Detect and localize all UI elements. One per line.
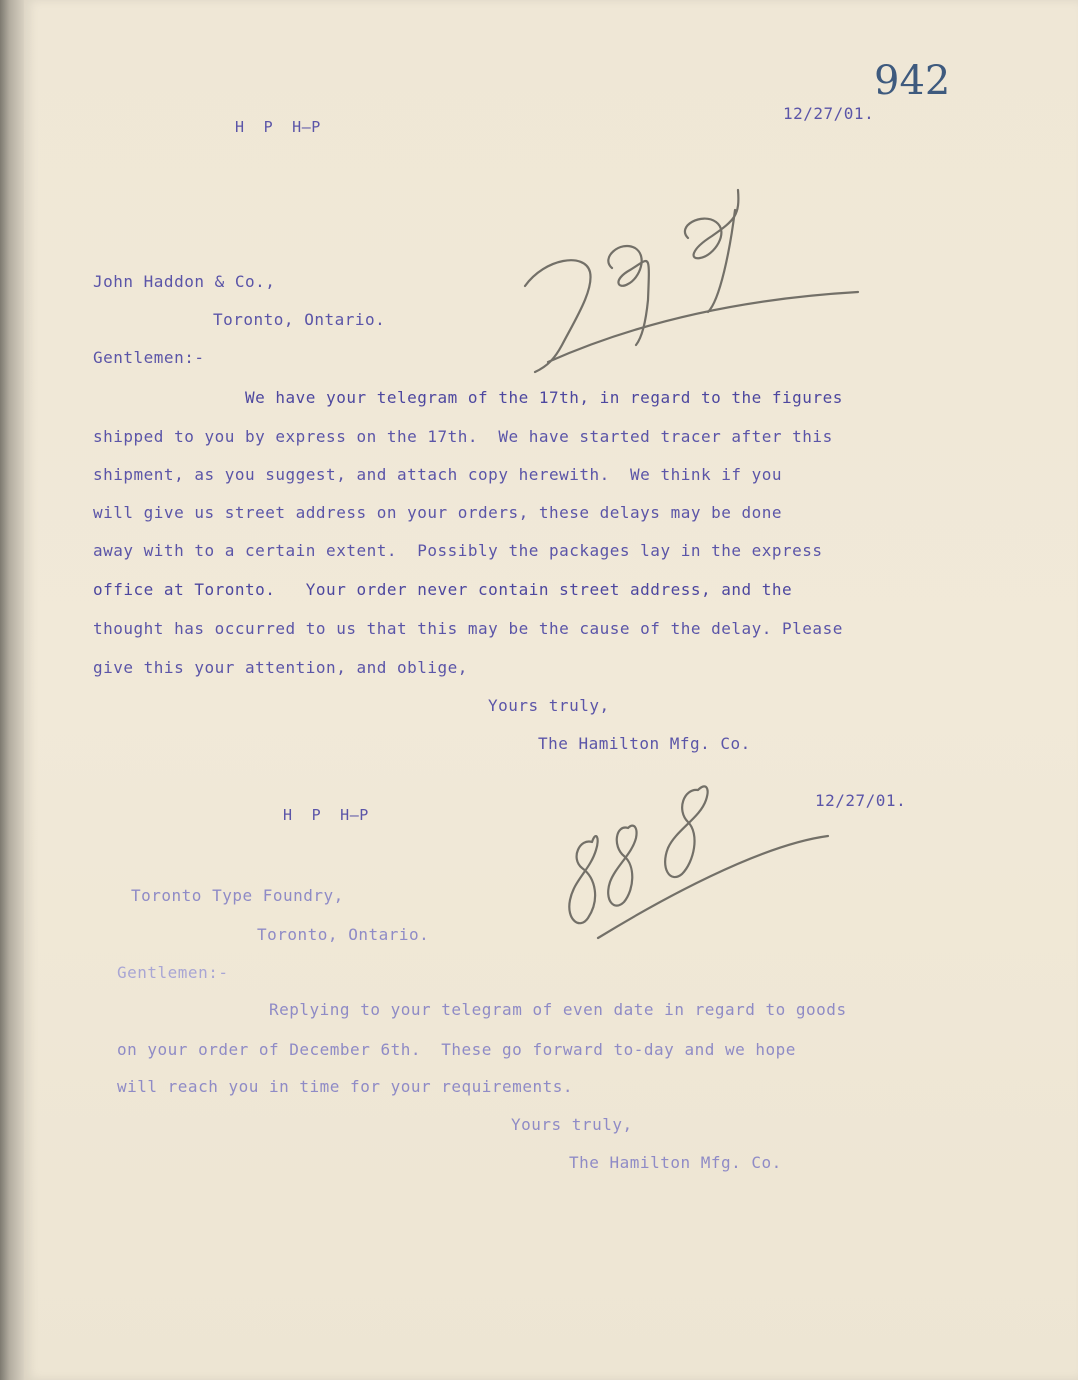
letter2-addressee: Toronto Type Foundry, xyxy=(131,886,344,905)
letter2-closing: Yours truly, xyxy=(511,1115,633,1134)
letter2-body-line: will reach you in time for your requirements. xyxy=(117,1077,573,1096)
letter1-initials: H P H—P xyxy=(235,118,321,136)
letter1-closing: Yours truly, xyxy=(488,696,610,715)
letter1-body-line: will give us street address on your orders, these delays may be done xyxy=(93,503,783,522)
letter1-body-line: give this your attention, and oblige, xyxy=(93,658,468,677)
letter2-date: 12/27/01. xyxy=(815,791,907,810)
book-binding-edge xyxy=(0,0,24,1380)
letter1-body-line: office at Toronto. Your order never contain street address, and the xyxy=(93,580,793,599)
letter1-date: 12/27/01. xyxy=(783,104,875,123)
letter2-initials: H P H—P xyxy=(283,806,369,824)
letter1-body-line: away with to a certain extent. Possibly the packages lay in the express xyxy=(93,541,823,560)
letter1-body-line: shipped to you by express on the 17th. We have started tracer after this xyxy=(93,427,833,446)
letter-page xyxy=(24,0,1078,1380)
letter2-city: Toronto, Ontario. xyxy=(257,925,430,944)
letter1-body-line: We have your telegram of the 17th, in regard to the figures xyxy=(245,388,843,407)
letter1-body-line: thought has occurred to us that this may be the cause of the delay. Please xyxy=(93,619,843,638)
letter1-body-line: shipment, as you suggest, and attach copy herewith. We think if you xyxy=(93,465,783,484)
letter2-body-line: Replying to your telegram of even date in regard to goods xyxy=(269,1000,847,1019)
letter2-salutation: Gentlemen:- xyxy=(117,963,229,982)
letter1-city: Toronto, Ontario. xyxy=(213,310,386,329)
letter1-signature: The Hamilton Mfg. Co. xyxy=(538,734,751,753)
page-number-stamp: 942 xyxy=(874,58,951,104)
letter2-signature: The Hamilton Mfg. Co. xyxy=(569,1153,782,1172)
letter2-body-line: on your order of December 6th. These go forward to-day and we hope xyxy=(117,1040,796,1059)
letter1-salutation: Gentlemen:- xyxy=(93,348,205,367)
letter1-addressee: John Haddon & Co., xyxy=(93,272,276,291)
